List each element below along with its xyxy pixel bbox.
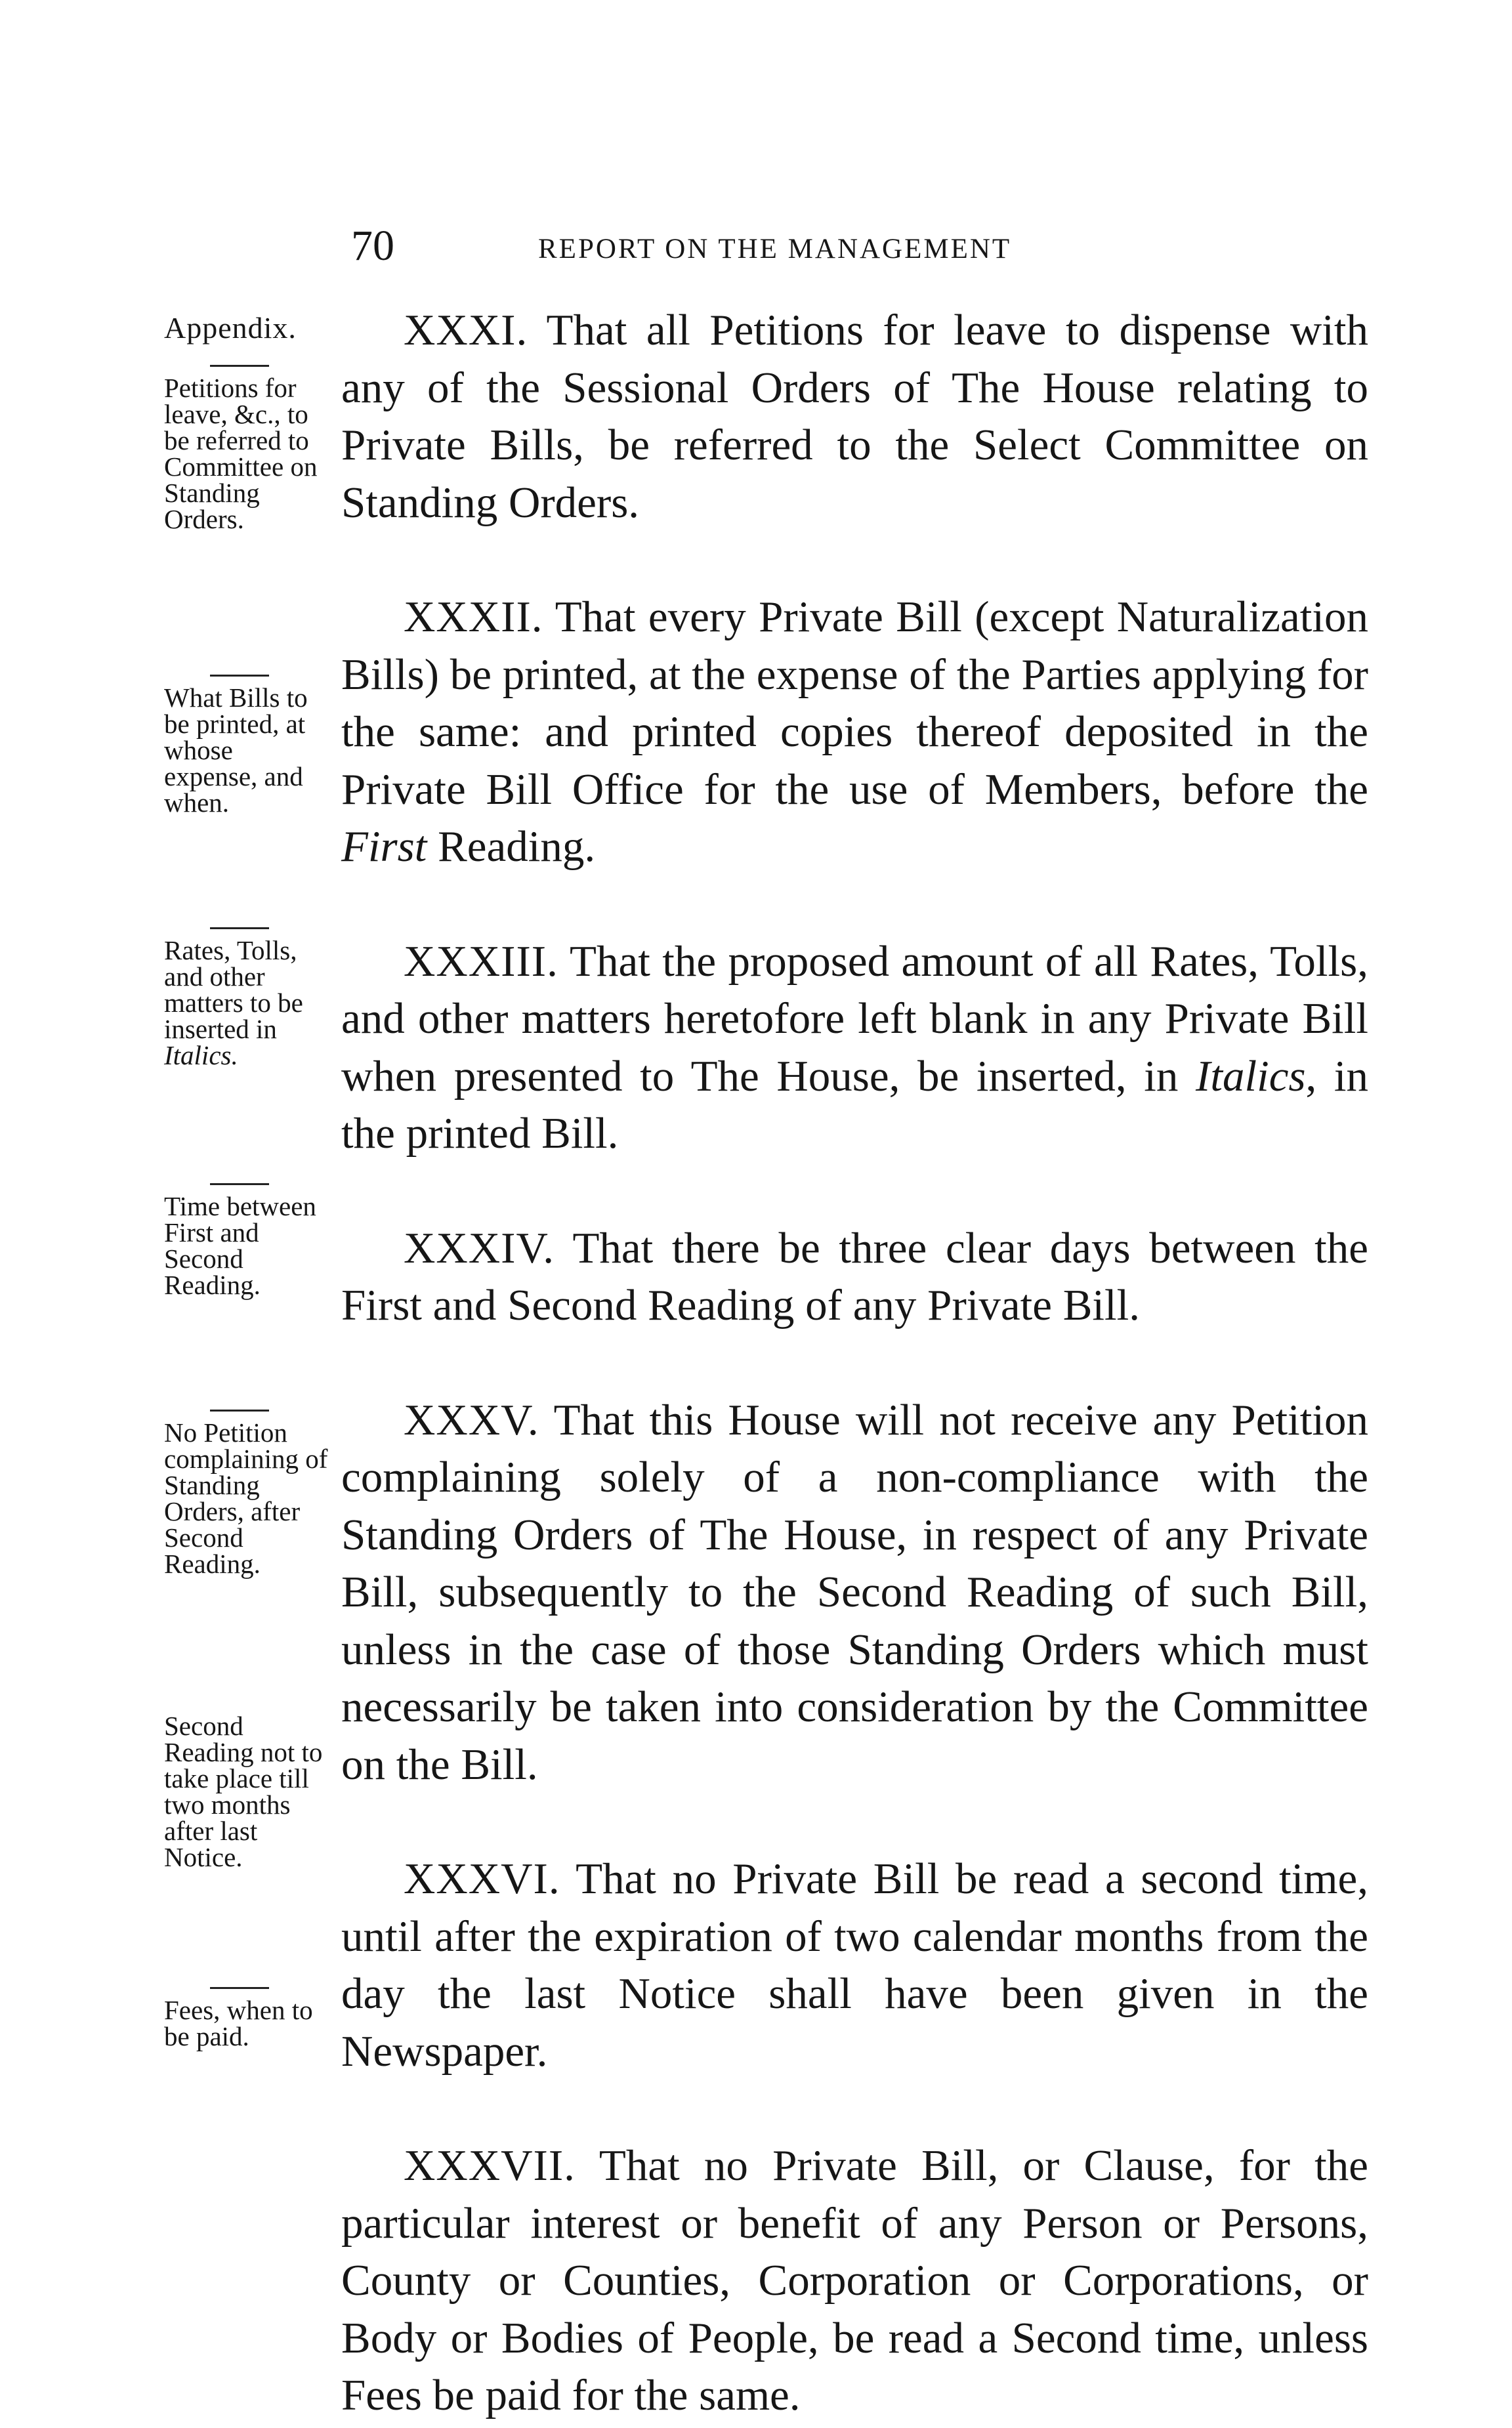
- margin-rule: [210, 365, 269, 367]
- margin-rule: [210, 1183, 269, 1185]
- margin-note-printing: What Bills to be printed, at whose expense, and when.: [164, 669, 331, 816]
- margin-rule: [210, 927, 269, 929]
- paragraph-xxxv: XXXV. That this House will not receive any Petition complaining solely of a non-compliance with the Standing Orders of The House, in respect of any Private Bill, subsequently to the Second Reading of such Bill, unless in the case of those Standing Orders which must necessarily be taken into consideration by the Committee on the Bill.: [341, 1395, 1368, 1789]
- margin-note-second-reading: Second Reading not to take place till two months after last Notice.: [164, 1711, 323, 1872]
- running-title: REPORT ON THE MANAGEMENT: [538, 234, 1012, 264]
- paragraph-xxxiii: XXXIII. That the proposed amount of all Rates, Tolls, and other matters heretofore left blank in any Private Bill when presented to The House, be inserted, in Italics, in the printed Bill.: [341, 936, 1369, 1158]
- paragraph-xxxi: XXXI. That all Petitions for leave to dispense with any of the Sessional Orders of The House relating to Private Bills, be referred to the Select Committee on Standing Orders.: [341, 306, 1368, 527]
- main-text: [341, 302, 1368, 2425]
- margin-rule: [210, 1410, 269, 1412]
- margin-rule: [210, 1987, 269, 1989]
- margin-italics: Italics.: [164, 1040, 238, 1070]
- page-number: 70: [351, 222, 394, 270]
- margin-note-petitions: Petitions for leave, &c., to be referred to Committee on Standing Orders.: [164, 360, 331, 532]
- paragraph-xxxvii: XXXVII. That no Private Bill, or Clause, for the particular interest or benefit of any Person or Persons, County or Counties, Corporation or Corporations, or Body or Bodies of People, be read a Second time, unless Fees be paid for the same.: [341, 2141, 1368, 2419]
- margin-note-fees: Fees, when to be paid.: [164, 1982, 331, 2049]
- margin-rule: [210, 675, 269, 677]
- paragraph-xxxvi: XXXVI. That no Private Bill be read a second time, until after the expiration of two calendar months from the day the last Notice shall have been given in the Newspaper.: [341, 1854, 1368, 2076]
- margin-note-time-between: Time between First and Second Reading.: [164, 1178, 331, 1298]
- paragraph-xxxii: XXXII. That every Private Bill (except Naturalization Bills) be printed, at the expense of the Parties applying for the same: and printed copies thereof deposited in the Private Bill Office for the use of Members, before the First Reading.: [341, 593, 1368, 871]
- paragraph-xxxiv: XXXIV. That there be three clear days between the First and Second Reading of any Private Bill.: [341, 1223, 1368, 1329]
- margin-note-no-petition: No Petition complaining of Standing Orders, after Second Reading.: [164, 1404, 331, 1577]
- margin-appendix: Appendix.: [164, 311, 297, 345]
- margin-note-rates: Rates, Tolls, and other matters to be inserted in Italics.: [164, 922, 331, 1068]
- page-header: [351, 220, 1362, 272]
